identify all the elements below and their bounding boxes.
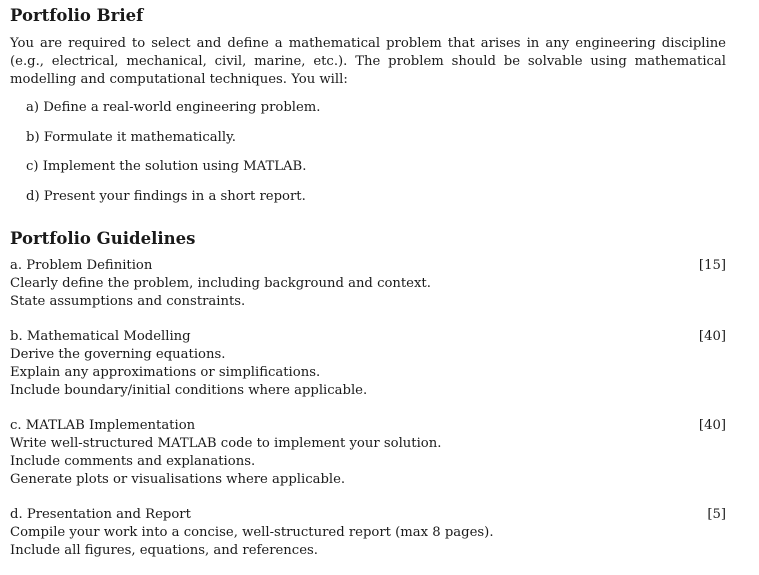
- guideline-section-presentation-report: [10, 506, 726, 560]
- section-heading: b. Mathematical Modelling: [10, 329, 191, 344]
- section-marks: [5]: [707, 507, 726, 522]
- section-line: Explain any approximations or simplifications.: [10, 365, 321, 380]
- section-line: Derive the governing equations.: [10, 347, 226, 362]
- task-item-c: c) Implement the solution using MATLAB.: [26, 159, 307, 174]
- section-marks: [40]: [698, 329, 726, 344]
- portfolio-brief-heading: Portfolio Brief: [10, 6, 144, 25]
- section-line: Include all figures, equations, and references.: [10, 543, 318, 558]
- guideline-section-matlab-implementation: [10, 417, 726, 489]
- task-item-d: d) Present your findings in a short report.: [26, 188, 306, 204]
- guideline-section-problem-definition: [10, 257, 726, 311]
- section-line: Generate plots or visualisations where applicable.: [10, 472, 346, 487]
- task-item-b: b) Formulate it mathematically.: [26, 129, 236, 145]
- section-line: Clearly define the problem, including background and context.: [10, 276, 431, 291]
- section-heading: d. Presentation and Report: [10, 507, 191, 522]
- section-line: Write well-structured MATLAB code to implement your solution.: [10, 436, 442, 451]
- task-list: [26, 98, 321, 216]
- brief-intro-paragraph: You are required to select and define a mathematical problem that arises in any engineering discipline (e.g., electrical, mechanical, civil, marine, etc.). The problem should be solvable using mathematical modelling and computational techniques. You will:: [10, 36, 726, 87]
- guideline-section-mathematical-modelling: [10, 328, 726, 400]
- section-marks: [40]: [698, 418, 726, 433]
- section-line: State assumptions and constraints.: [10, 294, 246, 309]
- section-line: Compile your work into a concise, well-structured report (max 8 pages).: [10, 525, 494, 540]
- section-line: Include comments and explanations.: [10, 454, 256, 469]
- task-item-a: a) Define a real-world engineering problem.: [26, 100, 321, 115]
- portfolio-guidelines-heading: Portfolio Guidelines: [10, 229, 196, 248]
- section-heading: c. MATLAB Implementation: [10, 418, 196, 433]
- section-line: Include boundary/initial conditions where applicable.: [10, 383, 368, 398]
- section-heading: a. Problem Definition: [10, 258, 153, 273]
- section-marks: [15]: [698, 258, 726, 273]
